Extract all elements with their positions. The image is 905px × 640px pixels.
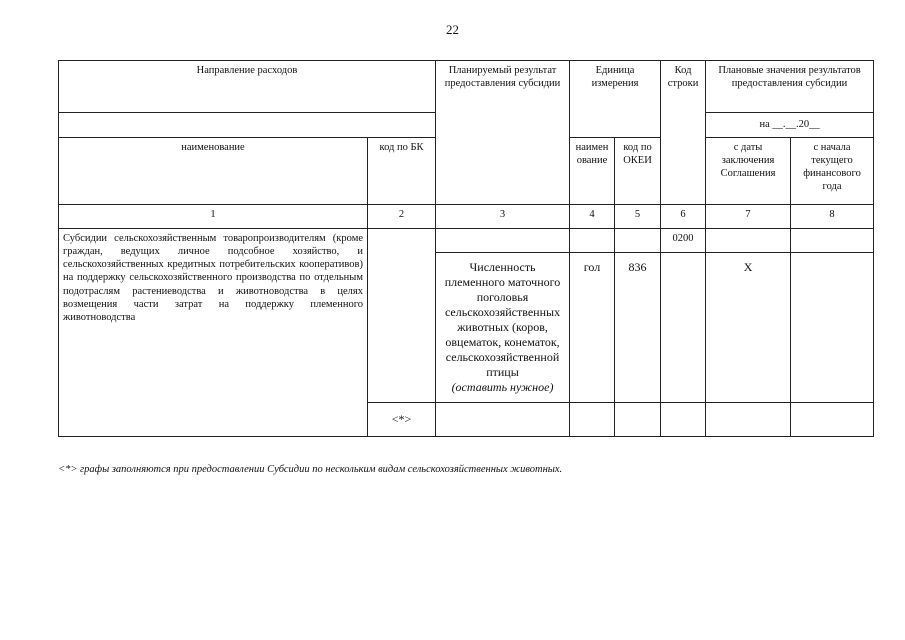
header-okei-code: код по ОКЕИ	[615, 138, 661, 205]
header-unit-name: наимен ование	[570, 138, 615, 205]
bk-code-marker-cell: <*>	[368, 403, 436, 437]
column-number: 2	[368, 205, 436, 229]
header-from-agreement: с даты заключения Соглашения	[706, 138, 791, 205]
row-code-cell-empty	[661, 253, 706, 403]
column-number: 3	[436, 205, 570, 229]
header-plan-values: Плановые значения результатов предоставления субсидии	[706, 61, 874, 113]
empty-cell	[706, 403, 791, 437]
header-row-code: Код строки	[661, 61, 706, 205]
unit-name-cell: гол	[570, 253, 615, 403]
empty-cell	[791, 403, 874, 437]
from-agreement-cell: X	[706, 253, 791, 403]
header-direction-spacer	[59, 113, 436, 138]
footnote: <*> графы заполняются при предоставлении Субсидии по нескольким видам сельскохозяйственных животных.	[58, 464, 563, 475]
unit-name-cell-empty	[570, 229, 615, 253]
planned-result-text: Численность племенного маточного поголовья сельскохозяйственных животных (коров, овцематок, конематок, сельскохозяйственной птицы	[444, 260, 561, 379]
from-year-start-cell-empty	[791, 229, 874, 253]
planned-result-cell	[436, 253, 570, 403]
header-planned-result: Планируемый результат предоставления субсидии	[436, 61, 570, 205]
page-number: 22	[446, 22, 459, 37]
empty-cell	[661, 403, 706, 437]
header-bk-code: код по БК	[368, 138, 436, 205]
header-name: наименование	[59, 138, 368, 205]
header-unit: Единица измерения	[570, 61, 661, 138]
okei-cell-empty	[615, 229, 661, 253]
column-number: 8	[791, 205, 874, 229]
header-direction: Направление расходов	[59, 61, 436, 113]
column-number: 7	[706, 205, 791, 229]
from-agreement-cell-empty	[706, 229, 791, 253]
empty-cell	[615, 403, 661, 437]
planned-result-note: (оставить нужное)	[451, 380, 554, 394]
column-number: 5	[615, 205, 661, 229]
column-number: 1	[59, 205, 368, 229]
empty-cell	[436, 403, 570, 437]
header-as-of-date: на __.__.20__	[706, 113, 874, 138]
result-cell-empty	[436, 229, 570, 253]
bk-code-cell	[368, 229, 436, 403]
column-number: 4	[570, 205, 615, 229]
column-number: 6	[661, 205, 706, 229]
header-from-year-start: с начала текущего финансового года	[791, 138, 874, 205]
empty-cell	[570, 403, 615, 437]
subsidy-results-table	[58, 60, 874, 437]
direction-name-cell: Субсидии сельскохозяйственным товаропроизводителям (кроме граждан, ведущих личное подсобное хозяйство, и сельскохозяйственных кредитных потребительских кооперативов) на поддержку сельскохозяйственного производства по отдельным подотраслям растениеводства и животноводства в целях возмещения части затрат на поддержку племенного животноводства	[59, 229, 368, 437]
from-year-start-cell-empty	[791, 253, 874, 403]
row-code-cell: 0200	[661, 229, 706, 253]
okei-code-cell: 836	[615, 253, 661, 403]
